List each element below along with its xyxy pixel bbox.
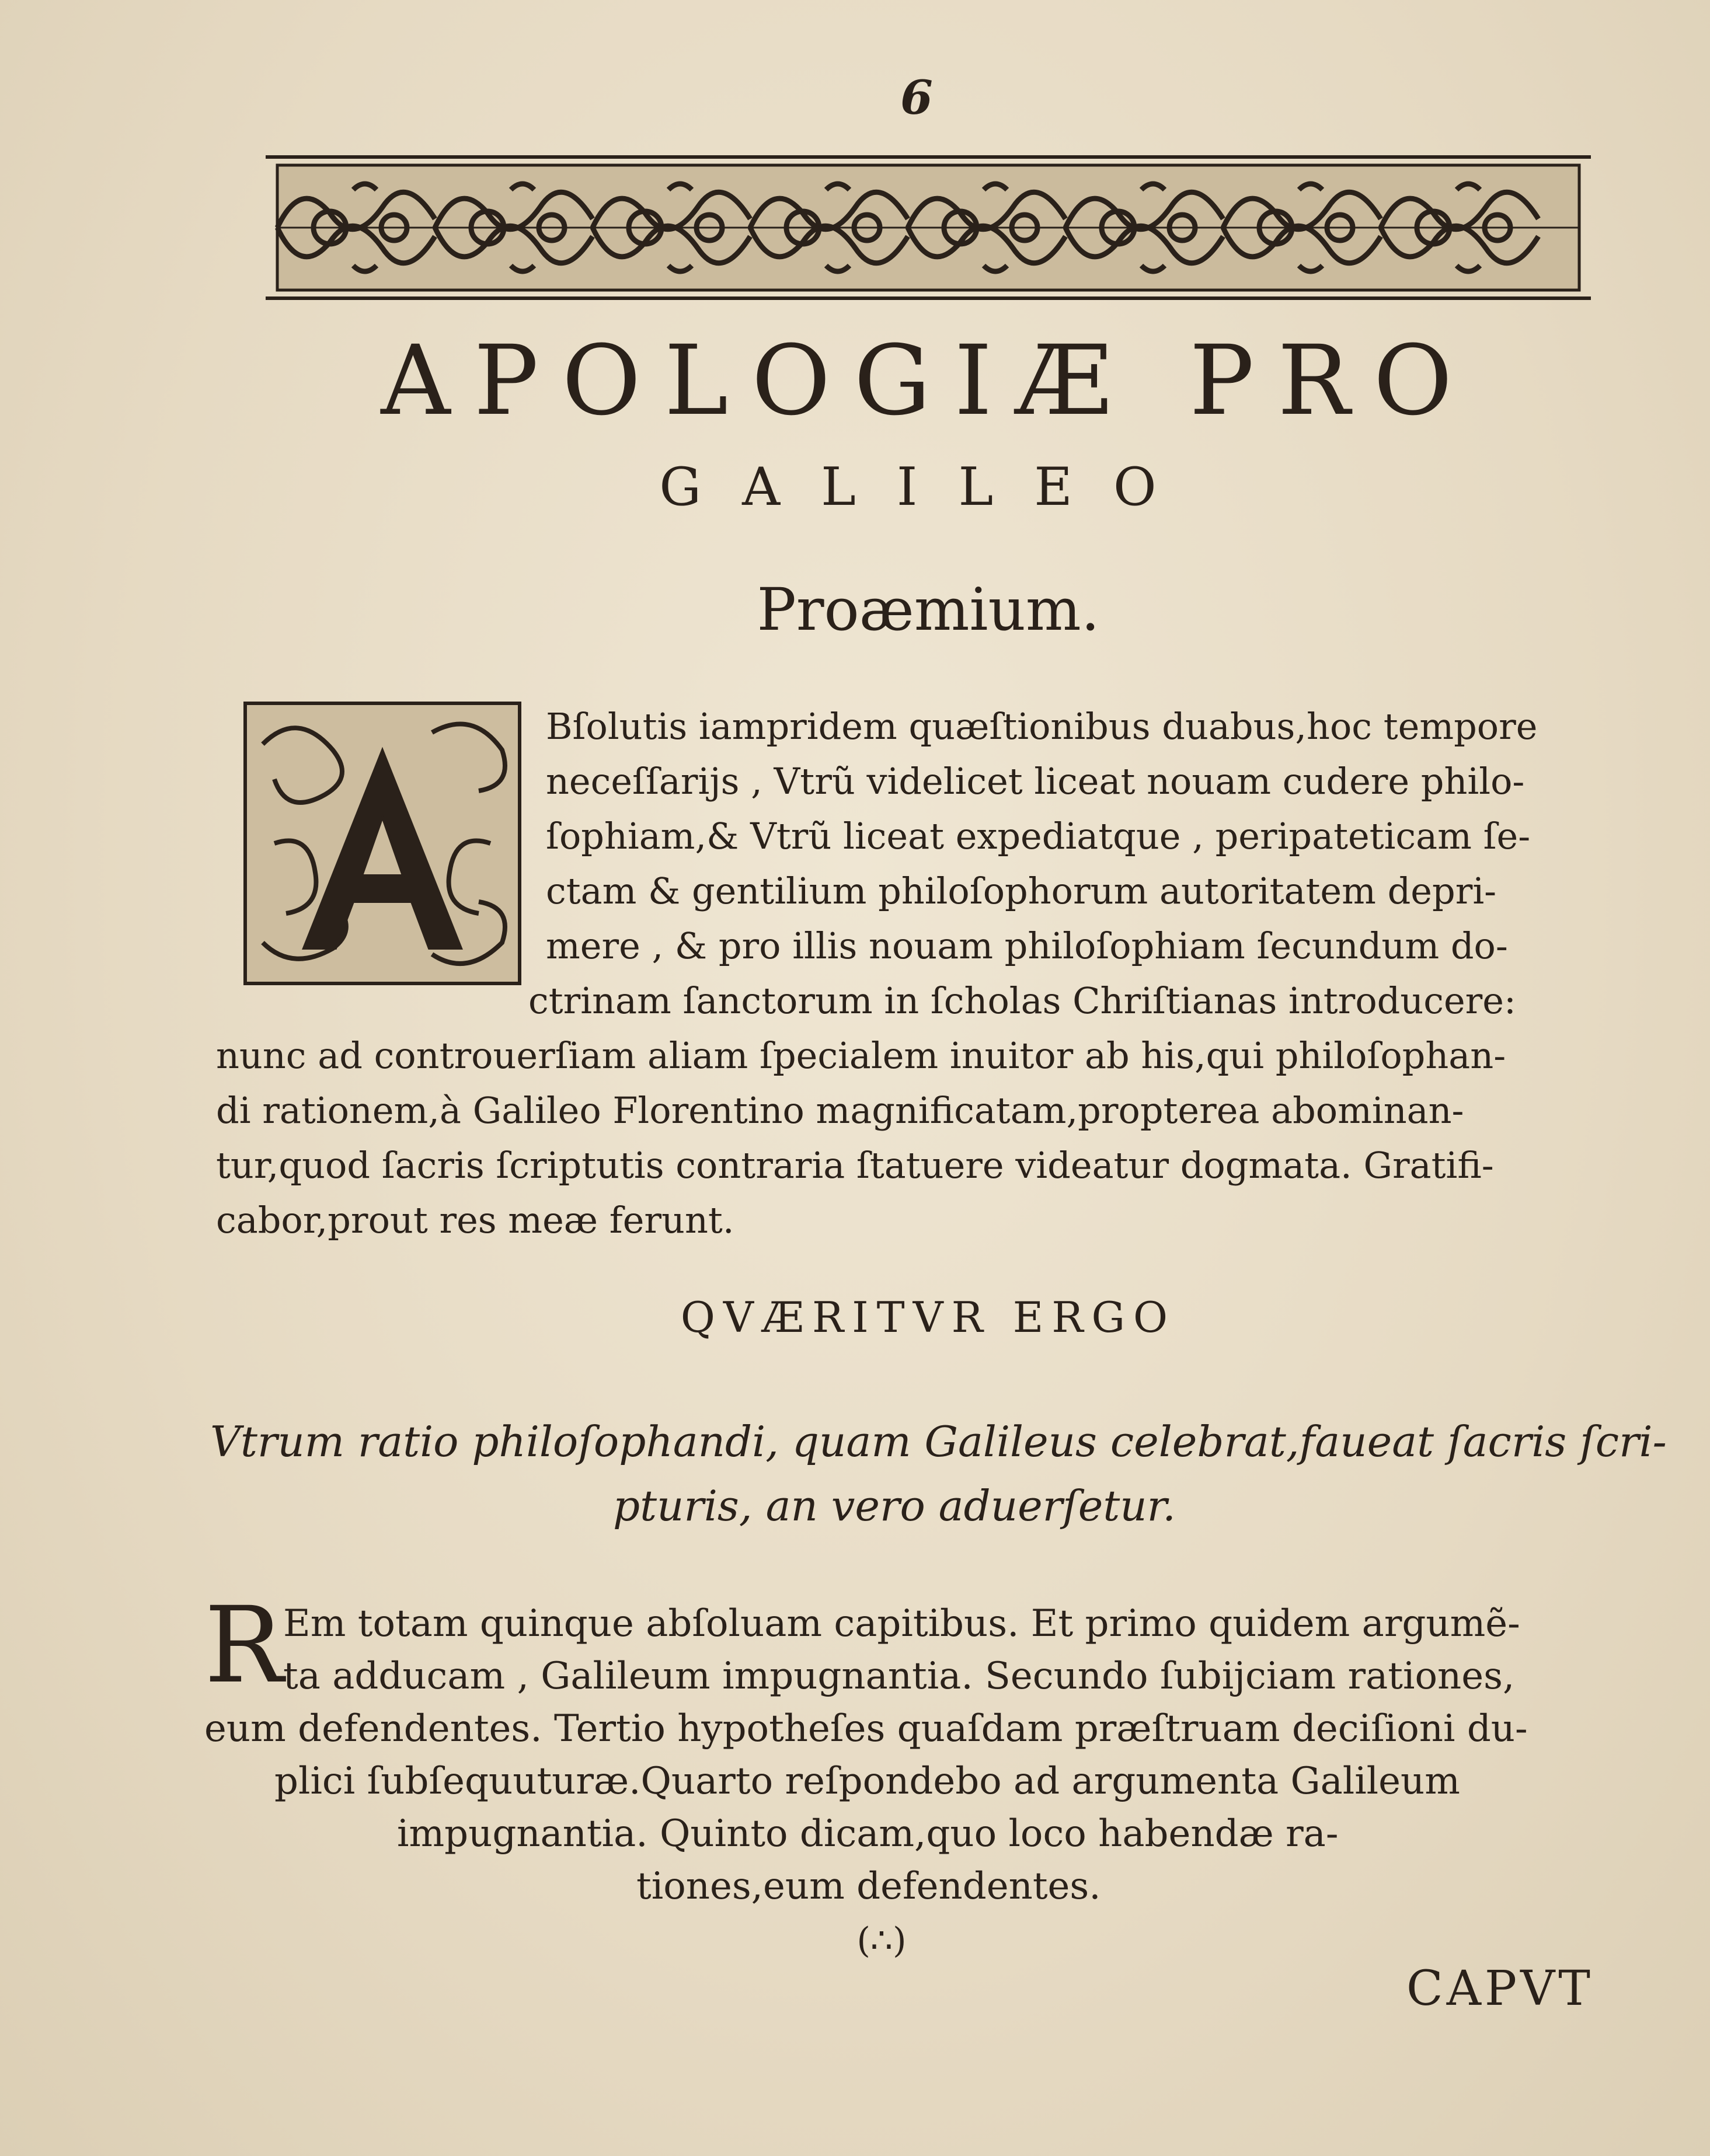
paragraph-1-line: ſophiam,& Vtrũ liceat expediatque , peripateticam ſe- <box>546 815 1531 857</box>
decorated-initial-graphic <box>239 697 525 989</box>
signature-mark: (∴) <box>856 1920 907 1961</box>
paragraph-2-line: tiones,eum defendentes. <box>636 1865 1101 1908</box>
section-heading: Proæmium. <box>757 575 1100 644</box>
question-line: pturis, an vero aduerſetur. <box>613 1481 1176 1530</box>
question-heading: QVÆRITVR ERGO <box>680 1293 1176 1342</box>
question-text <box>210 1410 1667 1538</box>
paragraph-1-line: nunc ad controuerſiam aliam ſpecialem inuitor ab his,qui philoſophan- <box>216 1034 1506 1077</box>
paragraph-2-line: plici ſubſequuturæ.Quarto reſpondebo ad argumenta Galileum <box>274 1760 1460 1803</box>
paragraph-1-line: Bſolutis iampridem quæſtionibus duabus,hoc tempore <box>546 705 1538 748</box>
paragraph-2-line: eum defendentes. Tertio hypotheſes quaſdam præſtruam deciſioni du- <box>204 1707 1528 1750</box>
paragraph-1-line: cabor,prout res meæ ferunt. <box>216 1199 734 1241</box>
paragraph-1-line: mere , & pro illis nouam philoſophiam ſecundum do- <box>546 925 1508 967</box>
paragraph-1-line: ctam & gentilium philoſophorum autoritatem depri- <box>546 870 1497 912</box>
paragraph-2-line: ta adducam , Galileum impugnantia. Secundo ſubijciam rationes, <box>283 1655 1515 1698</box>
ornamental-headpiece-band <box>266 155 1591 301</box>
initial-letter-r: R <box>204 1585 284 1707</box>
subtitle: GALILEO <box>659 456 1197 518</box>
paragraph-2-line: impugnantia. Quinto dicam,quo loco habendæ ra- <box>397 1812 1339 1855</box>
ornamental-band-graphic <box>266 155 1591 301</box>
paragraph-1-line: neceſſarijs , Vtrũ videlicet liceat nouam cudere philo- <box>546 760 1525 803</box>
paragraph-1-line: ctrinam ſanctorum in ſcholas Chriſtianas introducere: <box>528 979 1516 1022</box>
question-line: Vtrum ratio philoſophandi, quam Galileus celebrat,faueat ſacris ſcri- <box>210 1417 1667 1466</box>
paragraph-2-line: Em totam quinque abſoluam capitibus. Et primo quidem argumẽ- <box>283 1602 1520 1645</box>
decorated-initial-a <box>239 697 525 989</box>
catchword: CAPVT <box>1406 1961 1594 2017</box>
main-title: APOLOGIÆ PRO <box>381 325 1476 437</box>
paragraph-1-line: tur,quod ſacris ſcriptutis contraria ſtatuere videatur dogmata. Gratifi- <box>216 1144 1494 1187</box>
page-number: 6 <box>900 70 933 125</box>
paragraph-1-line: di rationem,à Galileo Florentino magnificatam,propterea abominan- <box>216 1089 1464 1132</box>
